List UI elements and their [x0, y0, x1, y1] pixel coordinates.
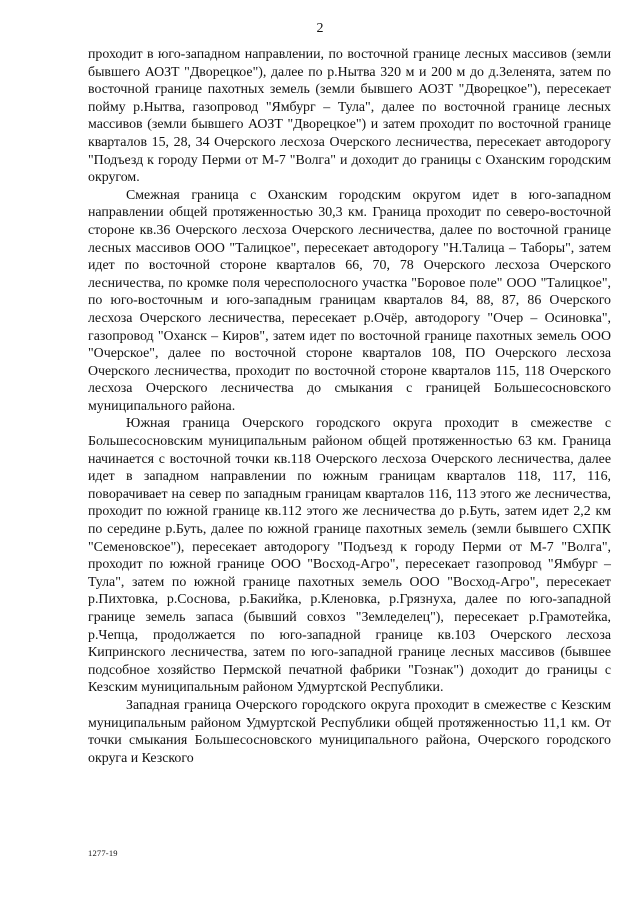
- paragraph-western-border: Западная граница Очерского городского округа проходит в смежестве с Кезским муниципальным районом Удмуртской Республики общей протяженностью 11,1 км. От точки смыкания Большесосновского муниципального района, Очерского городского округа и Кезского: [88, 697, 611, 766]
- paragraph-southern-border: Южная граница Очерского городского округа проходит в смежестве с Большесосновским муниципальным районом общей протяженностью 63 км. Граница начинается с восточной точки кв.118 Очерского лесхоза Очерского лесничества, далее идет в западном направлении по южным границам кварталов 118, 117, 116, поворачивает на север по западным границам кварталов 116, 113 этого же лесничества, проходит по южной границе кв.112 этого же лесничества до р.Буть, затем идет 2,2 км по середине р.Буть, далее по южной границе пахотных земель (земли бывшего СХПК "Семеновское"), пересекает автодорогу "Подъезд к городу Перми от М-7 "Волга", проходит по южной границе ООО "Восход-Агро", пересекает газопровод "Ямбург – Тула", затем по южной границе пахотных земель ООО "Восход-Агро", пересекает р.Пихтовка, р.Соснова, р.Бакийка, р.Кленовка, р.Грязнуха, далее по юго-западной границе земель запаса (бывший совхоз "Земледелец"), пересекает р.Грамотейка, р.Чепца, продолжается по юго-западной границе кв.103 Очерского лесхоза Кипринского лесничества, затем по юго-западной границе лесных массивов (бывшее подсобное хозяйство Пермской печатной фабрики "Гознак") доходит до границы с Кезским муниципальным районом Удмуртской Республики.: [88, 416, 611, 696]
- document-code: 1277-19: [88, 848, 118, 858]
- paragraph-continuation: проходит в юго-западном направлении, по восточной границе лесных массивов (земли бывшего АОЗТ "Дворецкое"), далее по р.Нытва 320 м и 200 м до д.Зеленята, затем по восточной границе пахотных земель (земли бывшего АОЗТ "Дворецкое"), пересекает пойму р.Нытва, газопровод "Ямбург – Тула", далее по восточной границе лесных массивов (земли бывшего АОЗТ "Дворецкое") и затем проходит по восточной границе кварталов 15, 28, 34 Очерского лесхоза Очерского лесничества, пересекает автодорогу "Подъезд к городу Перми от М-7 "Волга" и доходит до границы с Оханским городским округом.: [88, 47, 611, 186]
- paragraph-okhansk-border: Смежная граница с Оханским городским округом идет в юго-западном направлении общей протяженностью 30,3 км. Граница проходит по северо-восточной стороне кв.36 Очерского лесхоза Очерского лесничества, далее по восточной границе лесных массивов ООО "Талицкое", пересекает автодорогу "Н.Талица – Таборы", затем идет по восточной стороне кварталов 66, 70, 78 Очерского лесхоза Очерского лесничества, по кромке поля чересполосного участка "Боровое поле" ООО "Талицкое", по юго-восточным и юго-западным границам кварталов 84, 88, 87, 86 Очерского лесхоза Очерского лесничества, пересекает р.Очёр, автодорогу "Очер – Осиновка", газопровод "Оханск – Киров", затем идет по восточной границе пахотных земель ООО "Очерское", далее по восточной стороне кварталов 108, ПО Очерского лесхоза Очерского лесничества, проходит по восточной стороне кварталов 115, 118 Очерского лесхоза Очерского лесничества до смыкания с границей Большесосновского муниципального района.: [88, 187, 611, 414]
- page-number: 2: [316, 21, 324, 36]
- body-text: [88, 46, 611, 767]
